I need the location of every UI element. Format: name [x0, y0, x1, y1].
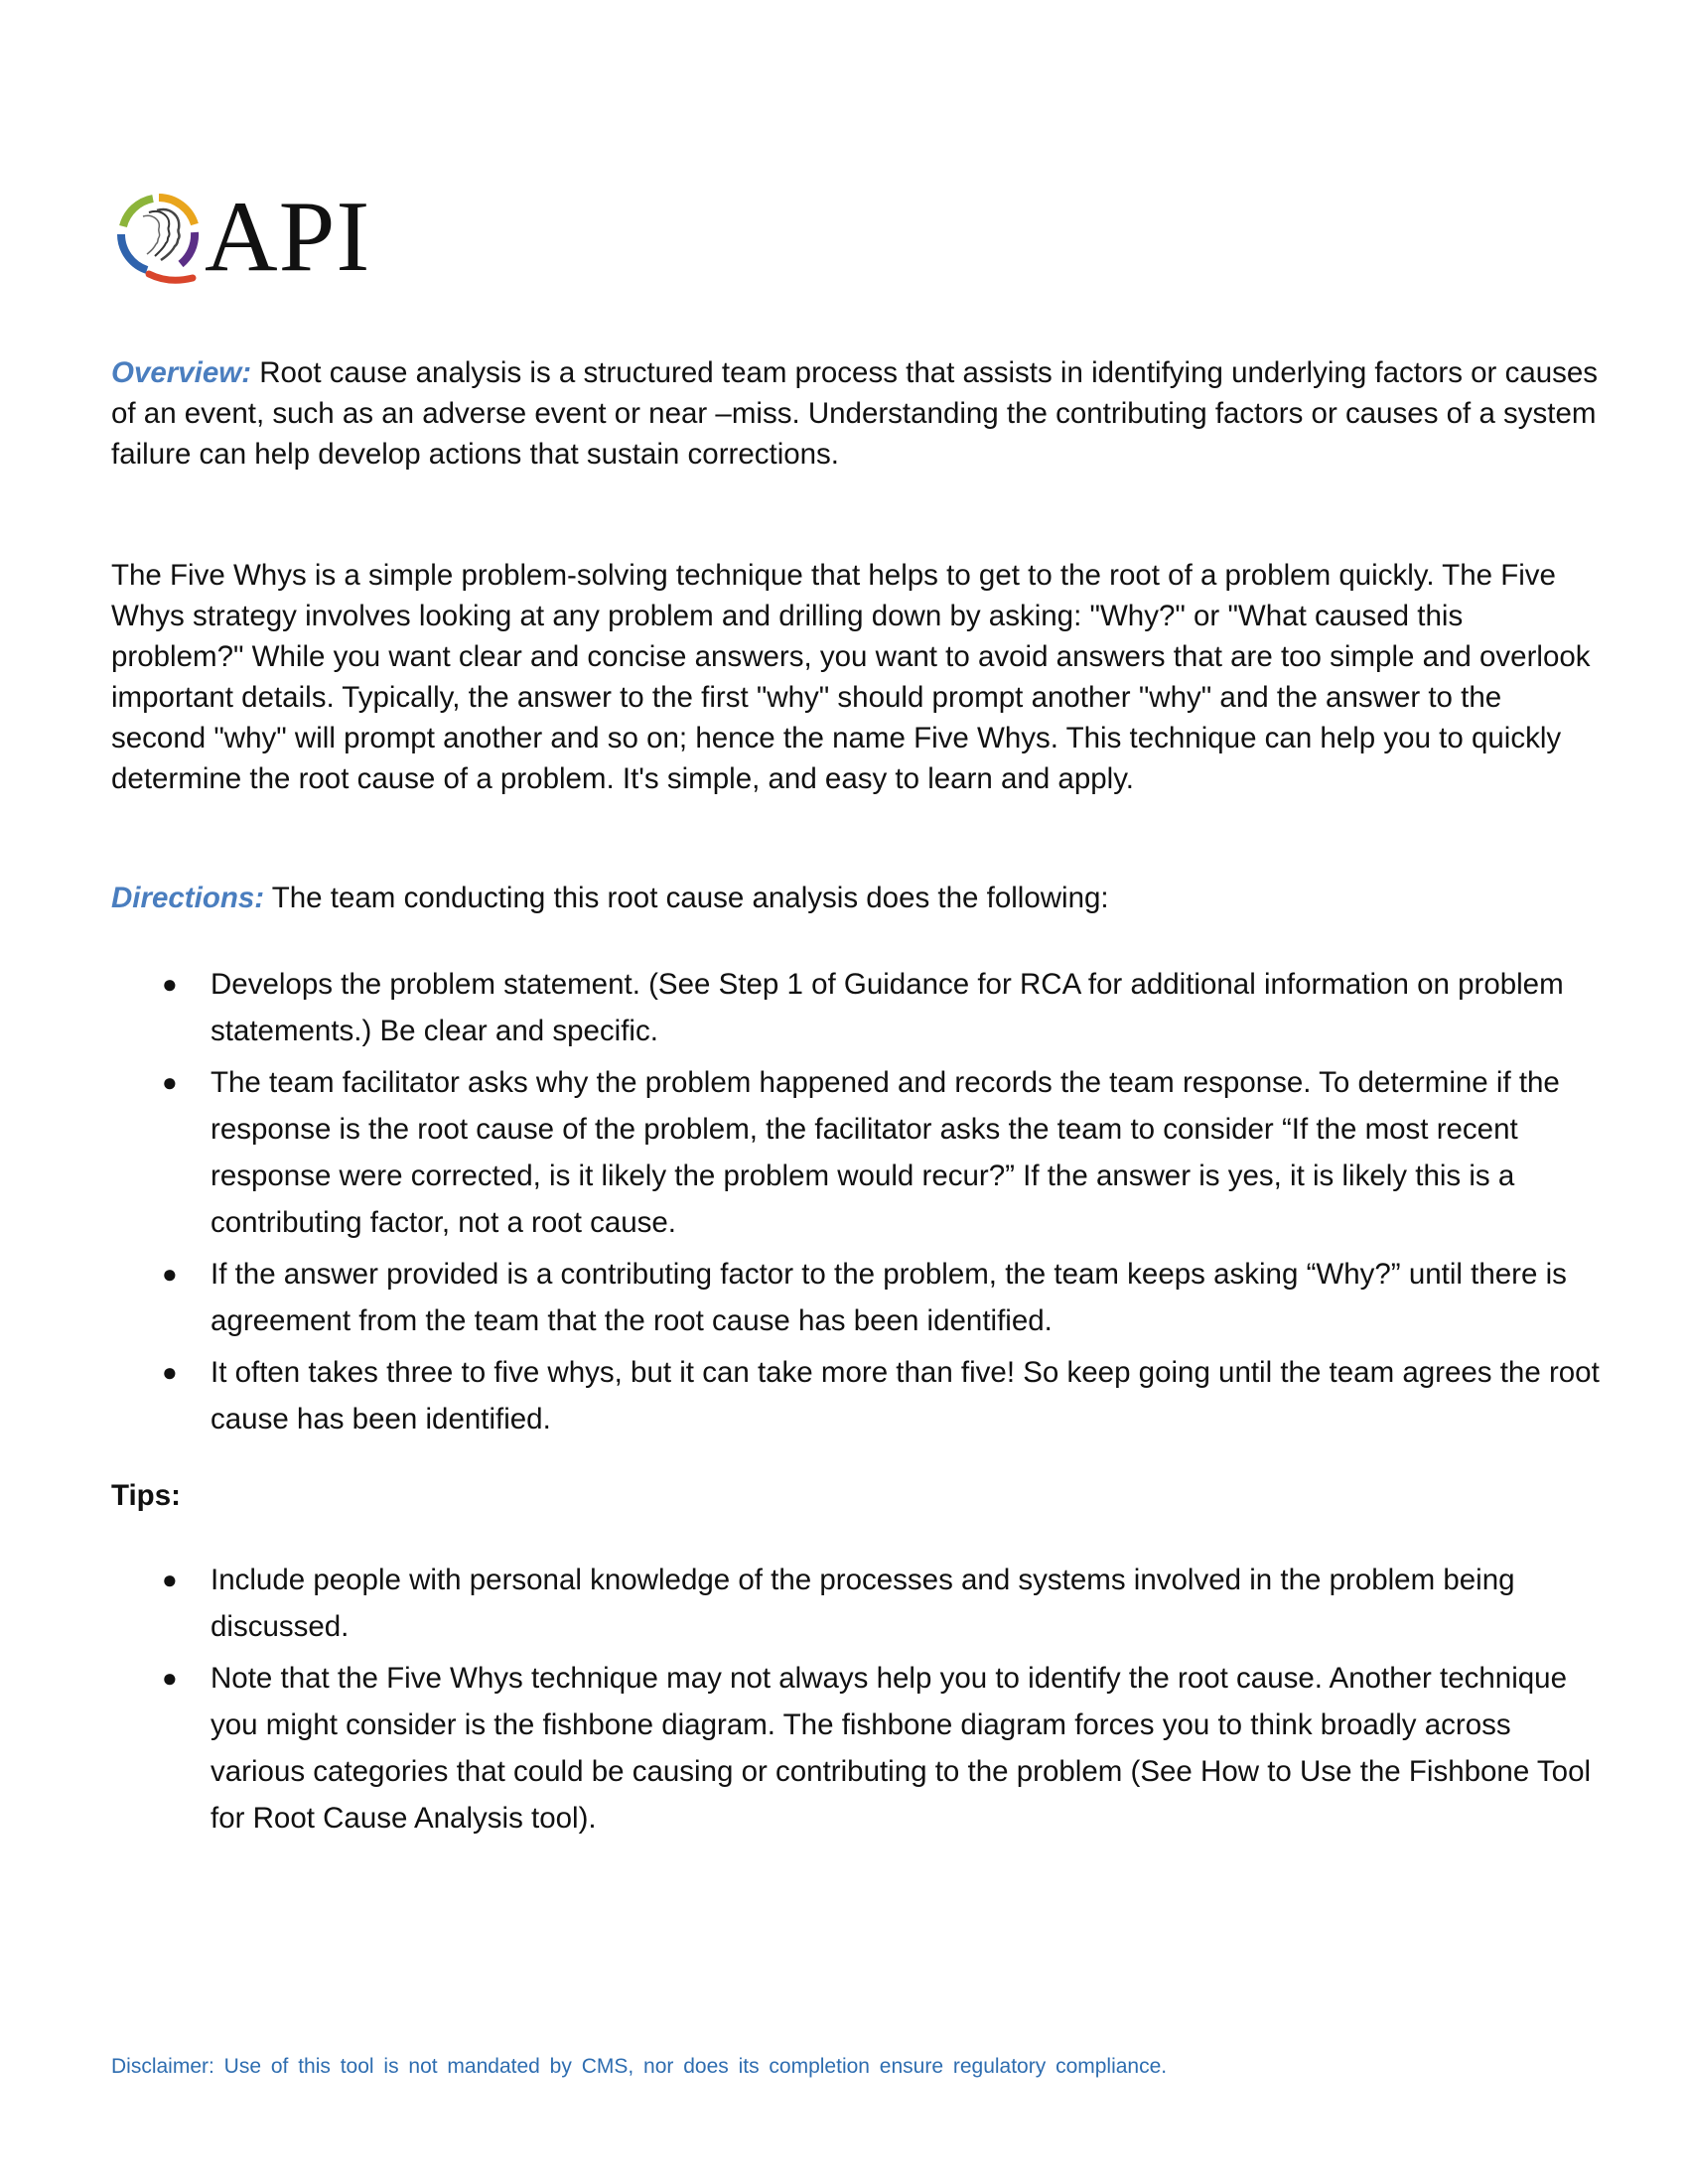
disclaimer-text: Disclaimer: Use of this tool is not mandated by CMS, nor does its completion ensure regulatory compliance. [111, 2055, 1168, 2078]
five-whys-paragraph: The Five Whys is a simple problem-solving technique that helps to get to the root of a problem quickly. The Five Whys strategy involves looking at any problem and drilling down by asking: "Why?" or "What caused this problem?" While you want clear and concise answers, you want to avoid answers that are too simple and overlook important details. Typically, the answer to the first "why" should prompt another "why" and the answer to the second "why" will prompt another and so on; hence the name Five Whys. This technique can help you to quickly determine the root cause of a problem. It's simple, and easy to learn and apply. [111, 559, 1591, 795]
qapi-q-logo-icon [109, 187, 209, 288]
overview-label: Overview: [111, 356, 252, 389]
directions-paragraph [111, 878, 1601, 918]
bullet-icon: ● [162, 1565, 178, 1594]
tips-list [111, 1557, 1601, 1846]
bullet-icon: ● [162, 1357, 178, 1387]
list-item: ● Note that the Five Whys technique may not always help you to identify the root cause. Another technique you might consider is the fishbone diagram. The fishbone diagram forces you to think broadly across various categories that could be causing or contributing to the problem (See How to Use the Fishbone Tool for Root Cause Analysis tool). [111, 1655, 1601, 1842]
list-item: ● If the answer provided is a contributing factor to the problem, the team keeps asking “Why?” until there is agreement from the team that the root cause has been identified. [111, 1251, 1601, 1344]
list-item: ● The team facilitator asks why the problem happened and records the team response. To determine if the response is the root cause of the problem, the facilitator asks the team to consider “If the most recent response were corrected, is it likely the problem would recur?” If the answer is yes, it is likely this is a contributing factor, not a root cause. [111, 1059, 1601, 1246]
overview-text: Root cause analysis is a structured team process that assists in identifying underlying factors or causes of an event, such as an adverse event or near –miss. Understanding the contributing factors or causes of a system failure can help develop actions that sustain corrections. [111, 356, 1599, 471]
logo-wordmark: API [205, 181, 371, 293]
directions-list [111, 961, 1601, 1447]
list-item: ● It often takes three to five whys, but it can take more than five! So keep going until the team agrees the root cause has been identified. [111, 1349, 1601, 1442]
list-item: ● Develops the problem statement. (See Step 1 of Guidance for RCA for additional information on problem statements.) Be clear and specific. [111, 961, 1601, 1054]
overview-paragraph [111, 352, 1601, 475]
list-item: ● Include people with personal knowledge of the processes and systems involved in the problem being discussed. [111, 1557, 1601, 1650]
qapi-logo [109, 181, 371, 293]
bullet-icon: ● [162, 1067, 178, 1097]
tips-heading: Tips: [111, 1479, 181, 1512]
bullet-icon: ● [162, 1259, 178, 1289]
bullet-icon: ● [162, 1663, 178, 1693]
directions-text: The team conducting this root cause analysis does the following: [264, 882, 1109, 914]
bullet-icon: ● [162, 969, 178, 999]
directions-label: Directions: [111, 882, 265, 914]
